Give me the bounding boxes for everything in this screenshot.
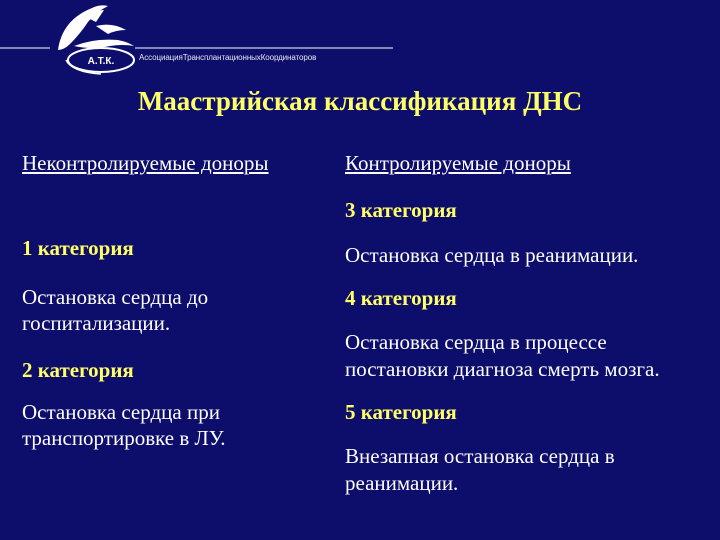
- category-5-text-line-1: Внезапная остановка сердца в: [345, 444, 615, 468]
- uncontrolled-donors-header: Неконтролируемые доноры: [22, 151, 269, 175]
- category-2-label: 2 категория: [22, 358, 134, 382]
- slide-title: Маастрийская классификация ДНС: [137, 86, 583, 116]
- category-1-text-line-1: Остановка сердца до: [22, 285, 209, 309]
- controlled-donors-header: Контролируемые доноры: [345, 151, 571, 175]
- category-4-text-line-1: Остановка сердца в процессе: [345, 330, 607, 354]
- logo-graphic: [0, 0, 400, 80]
- category-2-text-line-2: транспортировке в ЛУ.: [22, 426, 226, 450]
- logo-org-name: АссоциацияТрансплантационныхКоординаторов: [139, 53, 317, 62]
- category-2-text-line-1: Остановка сердца при: [22, 400, 220, 424]
- category-4-label: 4 категория: [345, 286, 457, 310]
- category-3-label: 3 категория: [345, 198, 457, 222]
- association-logo: [0, 0, 400, 80]
- category-4-text-line-2: постановки диагноза смерть мозга.: [345, 357, 660, 381]
- category-1-label: 1 категория: [22, 236, 134, 260]
- logo-abbr: А.Т.К.: [87, 56, 115, 67]
- category-5-text-line-2: реанимации.: [345, 471, 459, 495]
- category-3-text: Остановка сердца в реанимации.: [345, 243, 639, 267]
- category-5-label: 5 категория: [345, 400, 457, 424]
- category-1-text-line-2: госпитализации.: [22, 311, 171, 335]
